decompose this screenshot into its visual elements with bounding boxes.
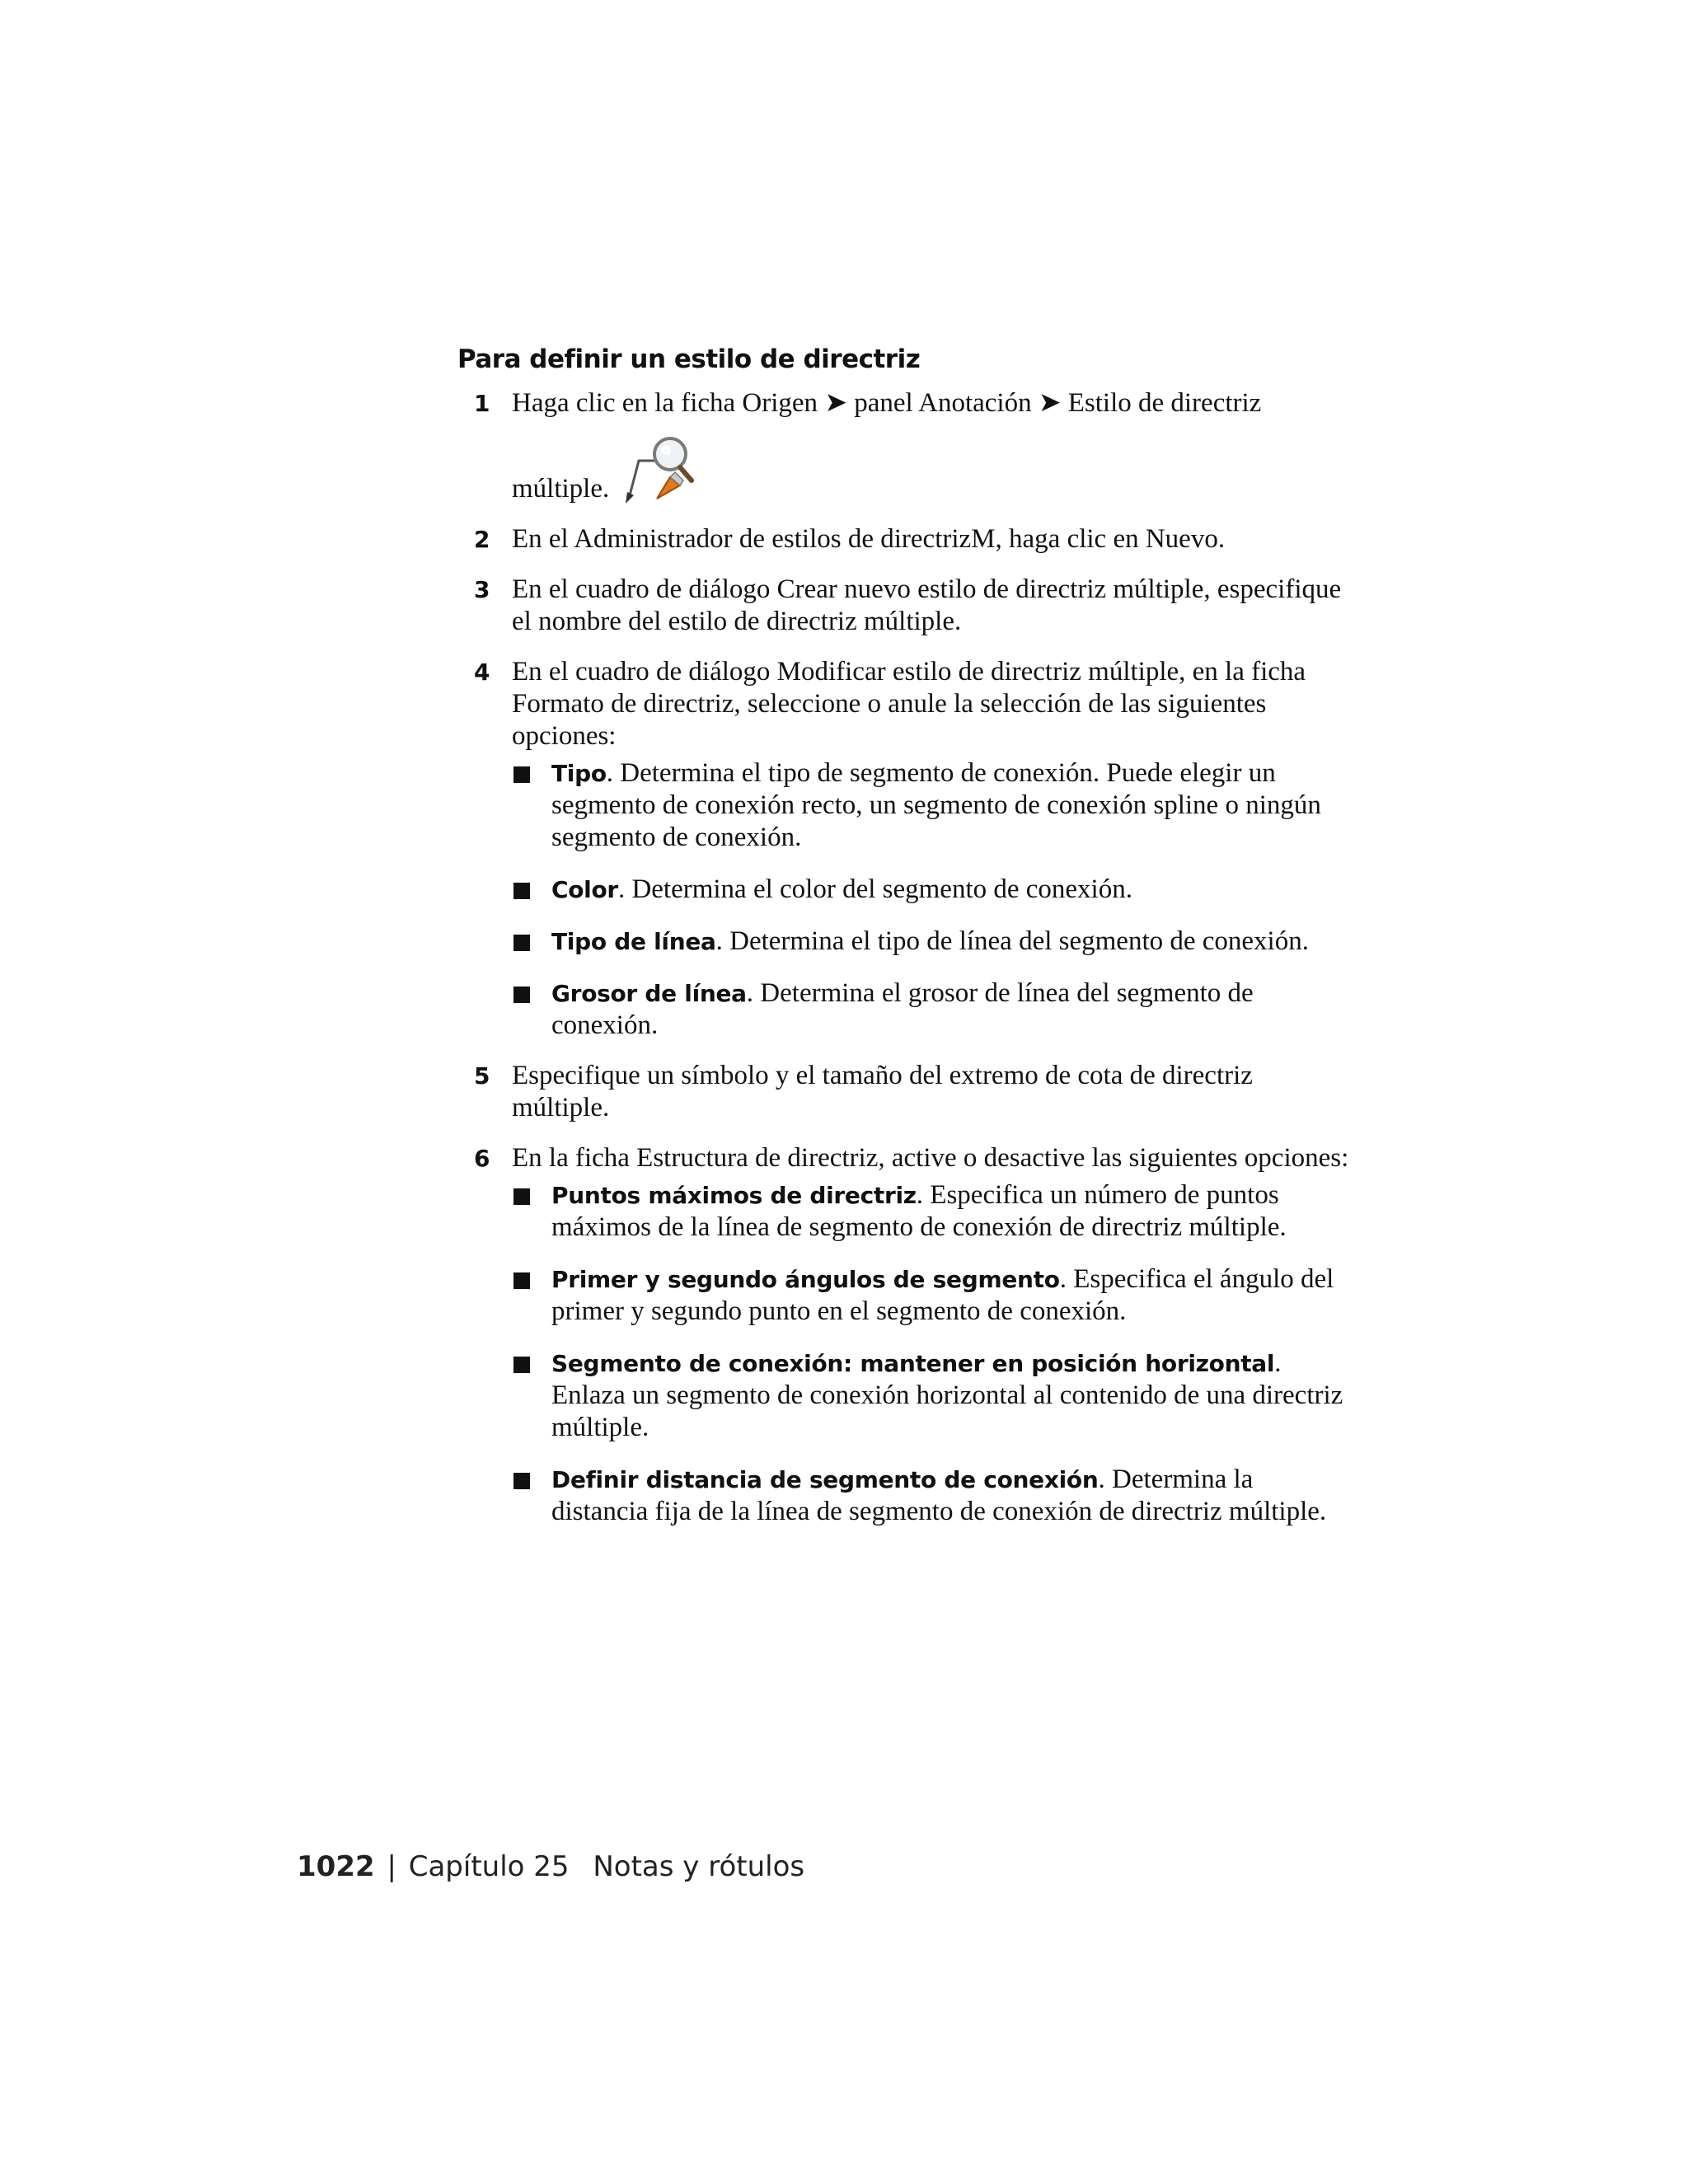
step-1: [457, 387, 1356, 505]
page-number: 1022: [297, 1850, 375, 1883]
option-description: . Determina el grosor de línea del segmento de conexión.: [551, 978, 1254, 1040]
step-number: 4: [474, 658, 490, 686]
square-bullet-icon: [513, 883, 530, 899]
list-item: [512, 977, 1356, 1042]
step-1-text-part: Estilo de directriz: [1067, 388, 1262, 418]
option-description: . Determina la distancia fija de la línea de segmento de conexión de directriz múltiple.: [551, 1465, 1327, 1526]
step-1-icon-line: [512, 434, 1356, 505]
option-description: . Especifica un número de puntos máximos de la línea de segmento de conexión de directriz múltiple.: [551, 1180, 1287, 1242]
step-5: [457, 1060, 1356, 1124]
step-text: Especifique un símbolo y el tamaño del extremo de cota de directriz múltiple.: [512, 1061, 1253, 1122]
option-description: . Determina el color del segmento de conexión.: [617, 874, 1132, 904]
page-footer: [297, 1850, 804, 1883]
list-item: [512, 1464, 1356, 1528]
list-item: [512, 926, 1356, 958]
option-term: Tipo: [551, 760, 607, 787]
step-1-text-part: panel Anotación: [854, 388, 1032, 418]
step-text: En el cuadro de diálogo Modificar estilo de directriz múltiple, en la ficha Formato de directriz, seleccione o anule la selección de las siguientes opciones:: [512, 657, 1306, 751]
square-bullet-icon: [513, 1357, 530, 1373]
list-item: [512, 1263, 1356, 1328]
square-bullet-icon: [513, 1188, 530, 1205]
chapter-title: Notas y rótulos: [593, 1850, 805, 1883]
option-term: Grosor de línea: [551, 980, 747, 1007]
option-term: Puntos máximos de directriz: [551, 1182, 917, 1209]
square-bullet-icon: [513, 935, 530, 951]
bullet-list: [512, 1179, 1356, 1528]
step-1-text-part: múltiple.: [512, 474, 610, 504]
procedure-heading: Para definir un estilo de directriz: [457, 344, 921, 374]
step-4: [457, 656, 1356, 1042]
option-term: Tipo de línea: [551, 928, 716, 955]
list-item: [512, 757, 1356, 854]
list-item: [512, 1179, 1356, 1244]
option-description: . Especifica el ángulo del primer y segundo punto en el segmento de conexión.: [551, 1264, 1334, 1326]
step-2: [457, 523, 1356, 555]
bullet-list: [512, 757, 1356, 1042]
step-number: 6: [474, 1145, 490, 1172]
square-bullet-icon: [513, 1473, 530, 1489]
step-number: 5: [474, 1062, 490, 1090]
multileader-style-icon: [621, 434, 700, 505]
step-3: [457, 574, 1356, 638]
square-bullet-icon: [513, 1272, 530, 1289]
arrow-icon: ➤: [1038, 388, 1062, 418]
step-6: [457, 1142, 1356, 1528]
step-number: 3: [474, 576, 490, 603]
option-description: . Determina el tipo de línea del segmento de conexión.: [715, 926, 1309, 956]
square-bullet-icon: [513, 766, 530, 783]
option-term: Definir distancia de segmento de conexión: [551, 1466, 1099, 1493]
option-term: Color: [551, 876, 618, 903]
step-1-text-part: Haga clic en la ficha Origen: [512, 388, 818, 418]
procedure-steps: [457, 387, 1356, 1546]
step-text: [512, 387, 1356, 419]
footer-separator: |: [387, 1850, 396, 1883]
option-description: . Determina el tipo de segmento de conexión. Puede elegir un segmento de conexión recto, un segmento de conexión spline o ningún segmento de conexión.: [551, 758, 1321, 852]
step-number: 2: [474, 526, 490, 553]
option-term: Primer y segundo ángulos de segmento: [551, 1266, 1060, 1293]
step-number: 1: [474, 390, 490, 417]
step-text: En la ficha Estructura de directriz, active o desactive las siguientes opciones:: [512, 1143, 1349, 1173]
square-bullet-icon: [513, 987, 530, 1003]
step-text: En el cuadro de diálogo Crear nuevo estilo de directriz múltiple, especifique el nombre del estilo de directriz múltiple.: [512, 574, 1342, 636]
option-description: . Enlaza un segmento de conexión horizontal al contenido de una directriz múltiple.: [551, 1348, 1343, 1442]
list-item: [512, 1347, 1356, 1444]
option-term: Segmento de conexión: mantener en posición horizontal: [551, 1350, 1275, 1377]
arrow-icon: ➤: [824, 388, 847, 418]
chapter-label: Capítulo 25: [408, 1850, 570, 1883]
list-item: [512, 874, 1356, 906]
step-text: En el Administrador de estilos de directrizM, haga clic en Nuevo.: [512, 524, 1226, 554]
